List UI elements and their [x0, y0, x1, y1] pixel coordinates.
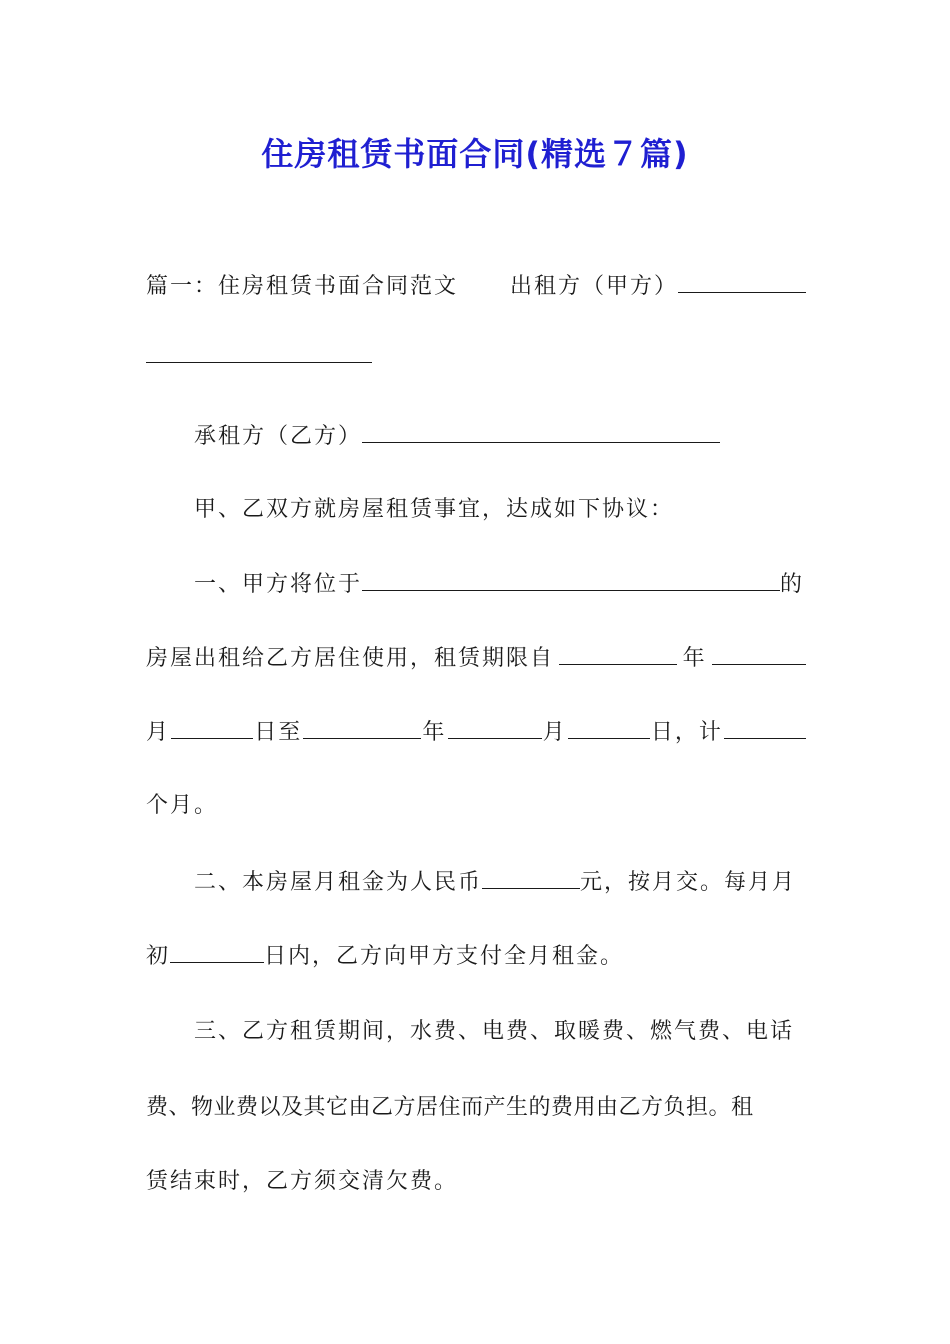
end-month-blank: [448, 716, 542, 739]
start-month-label: 月: [146, 720, 171, 745]
payment-day-blank: [170, 940, 264, 963]
clause3-line2: [146, 1092, 806, 1124]
clause1-prefix: 一、甲方将位于: [194, 572, 363, 597]
start-year-label: 年: [682, 646, 707, 671]
end-year-blank: [303, 716, 421, 739]
lessee-line: [146, 420, 806, 453]
months-count-blank: [724, 716, 806, 739]
agreement-intro: [146, 494, 806, 526]
clause3-line2-text: 费、物业费以及其它由乙方居住而产生的费用由乙方负担。租: [146, 1095, 754, 1120]
start-day-blank: [171, 716, 253, 739]
clause1-line3: [146, 716, 806, 749]
day-total-label: 日，计: [650, 720, 723, 745]
clause2-end: 日内，乙方向甲方支付全月租金。: [264, 944, 625, 969]
lessor-blank: [678, 270, 806, 293]
start-year-blank: [559, 642, 677, 665]
end-day-blank: [568, 716, 650, 739]
address-blank: [362, 568, 780, 591]
clause3-line3: [146, 1166, 806, 1198]
clause3-line1-text: 三、乙方租赁期间，水费、电费、取暖费、燃气费、电话: [194, 1019, 795, 1044]
lessee-blank: [362, 420, 720, 443]
clause2-mid: 元，按月交。每月月: [580, 870, 797, 895]
lessor-blank-continuation: [146, 340, 806, 373]
clause1-end: 个月。: [146, 793, 219, 818]
clause1-line1: [146, 568, 806, 601]
clause3-line1: [146, 1016, 806, 1048]
section-heading: 篇一：住房租赁书面合同范文: [146, 274, 459, 299]
clause1-suffix: 的: [780, 572, 805, 597]
clause1-line2-text: 房屋出租给乙方居住使用，租赁期限自: [146, 646, 555, 671]
clause2-line2: [146, 940, 806, 973]
lessor-blank-2: [146, 340, 372, 363]
lessee-label: 承租方（乙方）: [194, 424, 363, 449]
agreement-intro-text: 甲、乙双方就房屋租赁事宜，达成如下协议：: [194, 497, 675, 522]
clause1-line4: [146, 790, 806, 822]
end-month-label: 月: [542, 720, 567, 745]
clause2-prefix: 二、本房屋月租金为人民币: [194, 870, 483, 895]
clause2-init: 初: [146, 944, 171, 969]
clause2-line1: [146, 866, 806, 899]
clause3-line3-text: 赁结束时，乙方须交清欠费。: [146, 1169, 459, 1194]
document-title: 住房租赁书面合同(精选７篇): [261, 135, 689, 173]
rent-amount-blank: [482, 866, 580, 889]
day-to-label: 日至: [254, 720, 303, 745]
clause1-line2: [146, 642, 806, 675]
section-heading-line: [146, 270, 806, 303]
start-month-blank: [712, 642, 806, 665]
lessor-label: 出租方（甲方）: [510, 274, 679, 299]
end-year-label: 年: [422, 720, 447, 745]
